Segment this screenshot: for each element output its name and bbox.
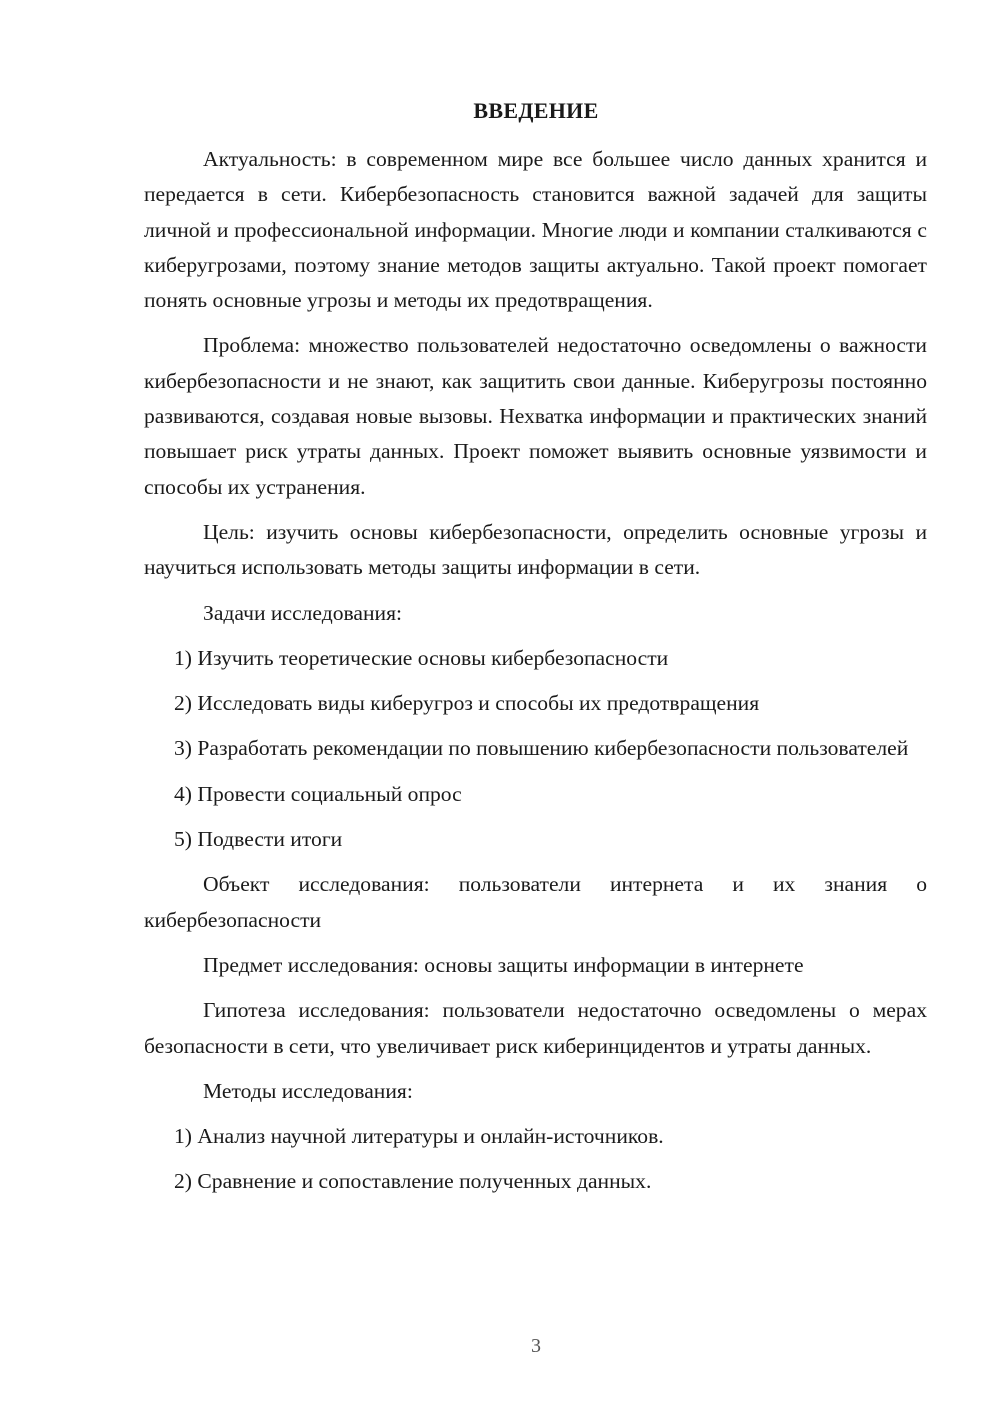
paragraph-subject: Предмет исследования: основы защиты информации в интернете [203, 952, 804, 977]
list-item-task-5: 5) Подвести итоги [174, 827, 343, 852]
list-item-method-2: 2) Сравнение и сопоставление полученных данных. [174, 1169, 652, 1194]
paragraph-relevance: Актуальность: в современном мире все большее число данных хранится и передается в сети. Кибербезопасность становится важной задачей для защиты личной и профессиональной информации. Многие люди и компании сталкиваются с киберугрозами, поэтому знание методов защиты актуально. Такой проект помогает понять основные угрозы и методы их предотвращения. [144, 147, 927, 313]
page-number: 3 [531, 1335, 541, 1357]
tasks-heading: Задачи исследования: [203, 600, 403, 625]
list-item-task-2: 2) Исследовать виды киберугроз и способы их предотвращения [174, 691, 760, 716]
list-item-task-4: 4) Провести социальный опрос [174, 781, 462, 806]
methods-heading: Методы исследования: [203, 1078, 413, 1103]
paragraph-goal: Цель: изучить основы кибербезопасности, определить основные угрозы и научиться использовать методы защиты информации в сети. [144, 519, 927, 580]
document-body [144, 142, 927, 1210]
list-item-task-1: 1) Изучить теоретические основы кибербезопасности [174, 645, 669, 670]
list-item-method-1: 1) Анализ научной литературы и онлайн-источников. [174, 1124, 664, 1149]
page-title: ВВЕДЕНИЕ [473, 98, 599, 123]
paragraph-hypothesis: Гипотеза исследования: пользователи недостаточно осведомлены о мерах безопасности в сети, что увеличивает риск киберинцидентов и утраты данных. [144, 998, 927, 1058]
paragraph-object: Объект исследования: пользователи интернета и их знания о кибербезопасности [144, 872, 927, 932]
list-item-task-3: 3) Разработать рекомендации по повышению кибербезопасности пользователей [174, 736, 909, 761]
paragraph-problem: Проблема: множество пользователей недостаточно осведомлены о важности кибербезопасности и не знают, как защитить свои данные. Киберугрозы постоянно развиваются, создавая новые вызовы. Нехватка информации и практических знаний повышает риск утраты данных. Проект поможет выявить основные уязвимости и способы их устранения. [144, 333, 927, 499]
